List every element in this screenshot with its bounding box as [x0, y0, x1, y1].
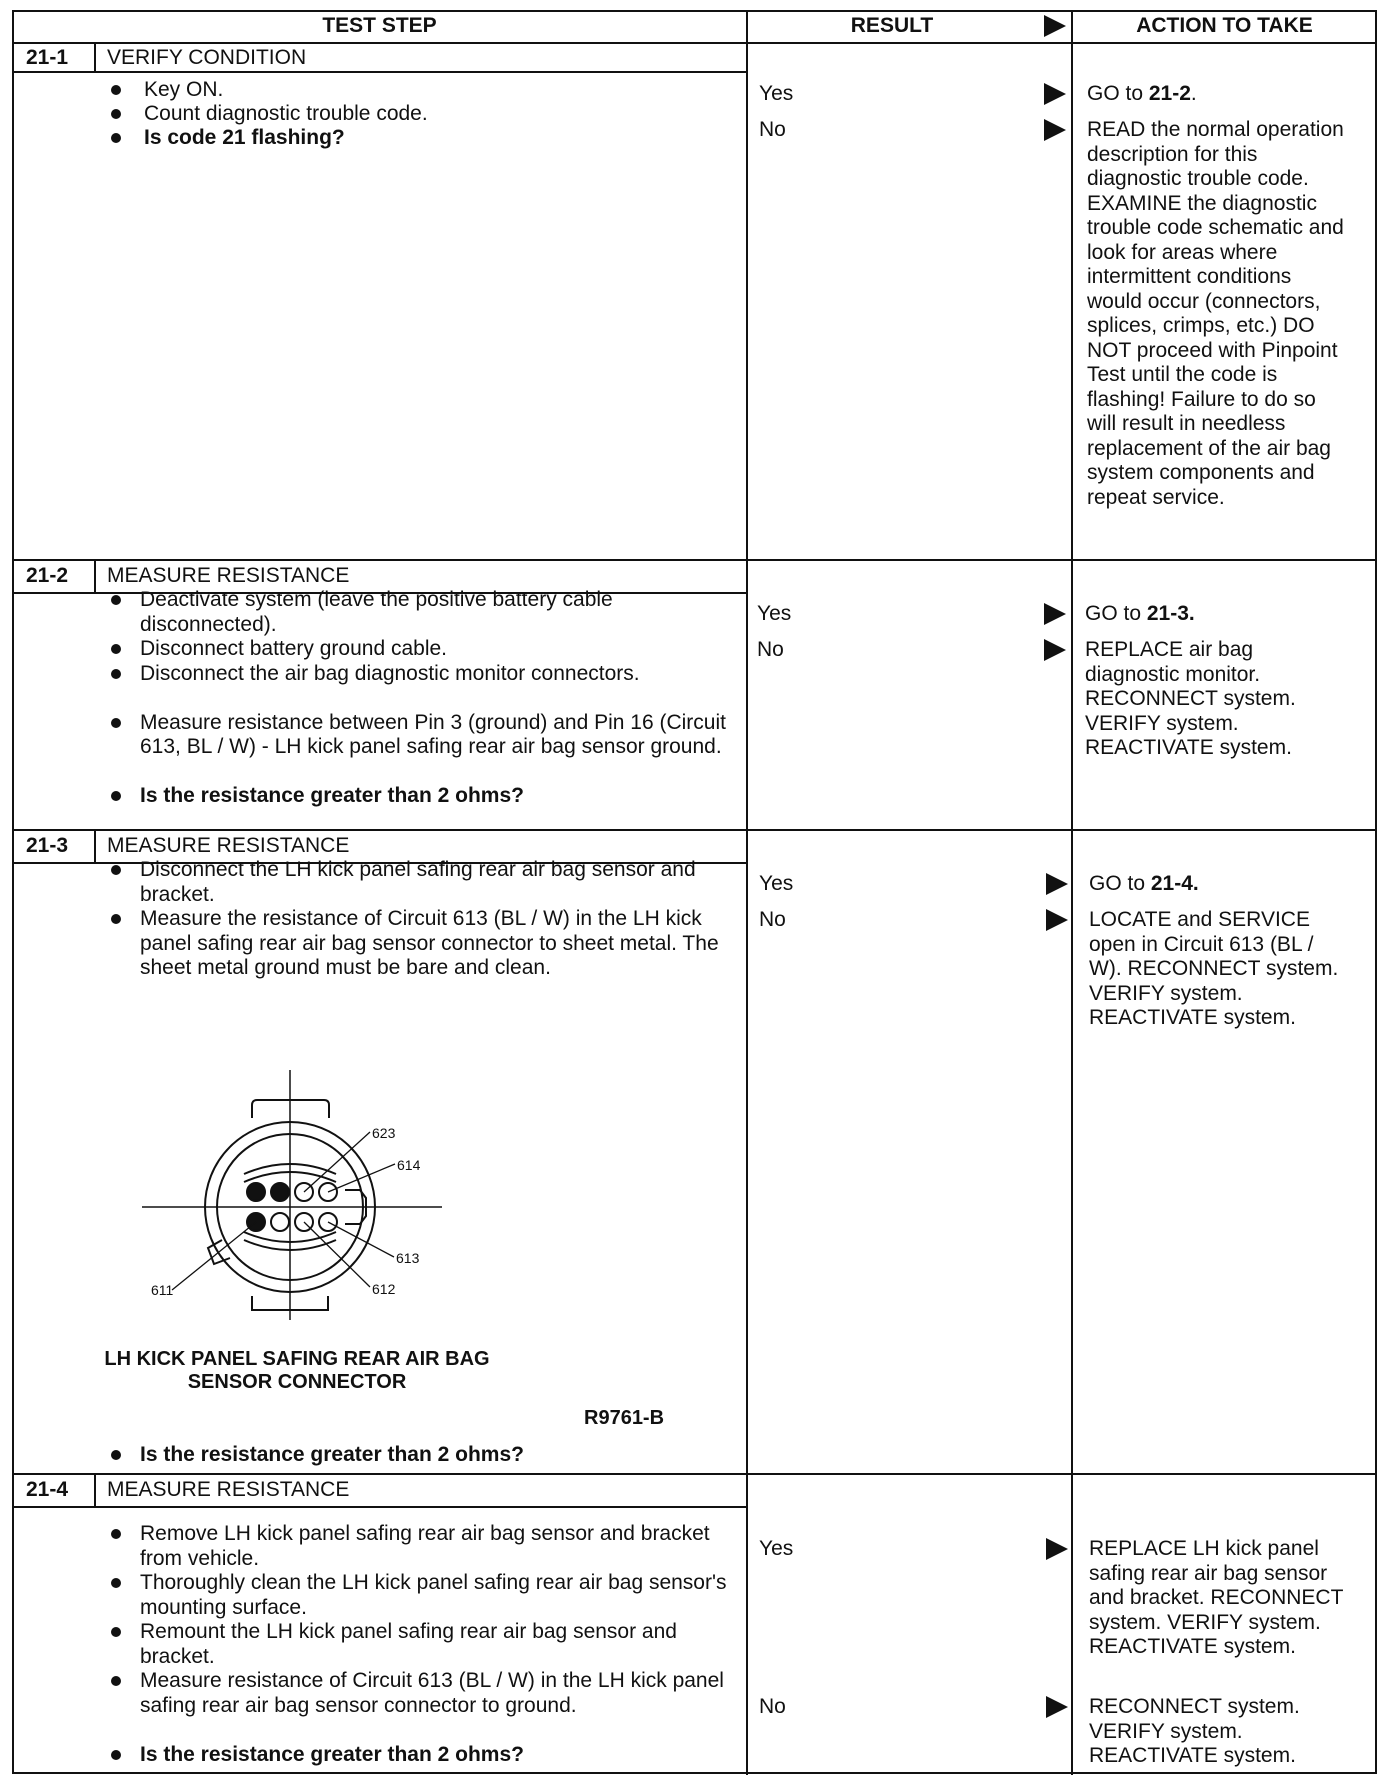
- header-action: ACTION TO TAKE: [1136, 14, 1313, 37]
- step-question: Is the resistance greater than 2 ohms?: [140, 1742, 524, 1766]
- result-no: No: [759, 908, 786, 931]
- pin-label: 612: [372, 1281, 396, 1297]
- bullet-icon: [111, 1578, 121, 1588]
- step-id: 21-2: [26, 564, 69, 587]
- bullet-icon: [111, 109, 121, 119]
- step-bullet: Key ON.: [144, 78, 224, 101]
- step-title: MEASURE RESISTANCE: [107, 834, 350, 857]
- step-bullet: Measure resistance between Pin 3 (ground) and Pin 16 (Circuit 613, BL / W) - LH kick panel safing rear air bag sensor ground.: [140, 710, 726, 758]
- result-arrow-icon: [1044, 603, 1066, 625]
- step-bullet: Disconnect the LH kick panel safing rear air bag sensor and bracket.: [140, 858, 696, 906]
- action-yes: GO to 21-4.: [1089, 872, 1199, 895]
- step-id: 21-3: [26, 834, 69, 857]
- result-arrow-icon: [1046, 1696, 1068, 1718]
- step-bullet: Measure resistance of Circuit 613 (BL / W) in the LH kick panel safing rear air bag sensor connector to ground.: [140, 1669, 724, 1717]
- sensor-connector-diagram: [142, 1070, 482, 1330]
- result-arrow-icon: [1046, 873, 1068, 895]
- pinpoint-test-table: [12, 10, 1377, 1775]
- action-no: REPLACE air bag diagnostic monitor. RECONNECT system. VERIFY system. REACTIVATE system.: [1085, 638, 1296, 759]
- step-title: VERIFY CONDITION: [107, 46, 307, 69]
- bullet-icon: [111, 595, 121, 605]
- figure-id: R9761-B: [584, 1407, 665, 1429]
- bullet-icon: [111, 85, 121, 95]
- step-id: 21-1: [26, 46, 69, 69]
- step-bullet: Disconnect battery ground cable.: [140, 637, 448, 660]
- action-yes: GO to 21-3.: [1085, 602, 1195, 625]
- action-no: READ the normal operation description for this diagnostic trouble code. EXAMINE the diagnostic trouble code schematic and look for areas where intermittent conditions would occur (connectors, splices, crimps, etc.) DO NOT proceed with Pinpoint Test until the code is flashing! Failure to do so will result in needless replacement of the air bag system components and repeat service.: [1087, 118, 1344, 509]
- result-arrow-icon: [1044, 639, 1066, 661]
- step-title: MEASURE RESISTANCE: [107, 564, 350, 587]
- step-question: Is the resistance greater than 2 ohms?: [140, 1443, 524, 1466]
- pin-label: 614: [397, 1157, 421, 1173]
- bullet-icon: [111, 1529, 121, 1539]
- bullet-icon: [111, 865, 121, 875]
- action-no: LOCATE and SERVICE open in Circuit 613 (BL / W). RECONNECT system. VERIFY system. REACTIVATE system.: [1089, 908, 1339, 1029]
- result-no: No: [757, 638, 784, 661]
- result-yes: Yes: [759, 872, 794, 895]
- step-bullet: Deactivate system (leave the positive battery cable disconnected).: [140, 588, 613, 636]
- bullet-icon: [111, 914, 121, 924]
- figure-caption: SENSOR CONNECTOR: [187, 1371, 407, 1393]
- figure-caption: LH KICK PANEL SAFING REAR AIR BAG: [104, 1348, 490, 1370]
- result-arrow-icon: [1044, 119, 1066, 141]
- bullet-icon: [111, 1750, 121, 1760]
- result-arrow-icon: [1044, 83, 1066, 105]
- header-result: RESULT: [850, 14, 934, 37]
- step-question: Is the resistance greater than 2 ohms?: [140, 784, 524, 807]
- result-arrow-icon: [1046, 1538, 1068, 1560]
- step-bullet: Disconnect the air bag diagnostic monitor connectors.: [140, 661, 640, 685]
- bullet-icon: [111, 1676, 121, 1686]
- pin-label: 611: [151, 1282, 174, 1298]
- bullet-icon: [111, 644, 121, 654]
- result-yes: Yes: [757, 602, 792, 625]
- bullet-icon: [111, 718, 121, 728]
- bullet-icon: [111, 791, 121, 801]
- step-id: 21-4: [26, 1478, 69, 1501]
- action-yes: REPLACE LH kick panel safing rear air bag sensor and bracket. RECONNECT system. VERIFY system. REACTIVATE system.: [1089, 1537, 1344, 1658]
- step-question: Is code 21 flashing?: [144, 126, 345, 149]
- result-no: No: [759, 118, 786, 141]
- result-no: No: [759, 1695, 786, 1718]
- pin-label: 613: [396, 1250, 420, 1266]
- bullet-icon: [111, 1627, 121, 1637]
- step-title: MEASURE RESISTANCE: [107, 1478, 350, 1501]
- pin-label: 623: [372, 1125, 396, 1141]
- step-bullet: Remount the LH kick panel safing rear air bag sensor and bracket.: [140, 1620, 677, 1668]
- result-arrow-icon: [1046, 909, 1068, 931]
- action-yes: GO to 21-2.: [1087, 82, 1197, 105]
- bullet-icon: [111, 669, 121, 679]
- bullet-icon: [111, 1450, 121, 1460]
- step-bullet: Count diagnostic trouble code.: [144, 102, 428, 125]
- step-bullet: Remove LH kick panel safing rear air bag sensor and bracket from vehicle.: [140, 1522, 710, 1570]
- bullet-icon: [111, 133, 121, 143]
- step-bullet: Thoroughly clean the LH kick panel safing rear air bag sensor's mounting surface.: [140, 1571, 727, 1619]
- result-yes: Yes: [759, 82, 794, 105]
- step-bullet: Measure the resistance of Circuit 613 (BL / W) in the LH kick panel safing rear air bag sensor connector to sheet metal. The sheet metal ground must be bare and clean.: [140, 907, 719, 979]
- result-yes: Yes: [759, 1537, 794, 1560]
- header-test-step: TEST STEP: [322, 14, 437, 37]
- result-arrow-icon: [1044, 15, 1066, 37]
- action-no: RECONNECT system. VERIFY system. REACTIVATE system.: [1089, 1695, 1300, 1767]
